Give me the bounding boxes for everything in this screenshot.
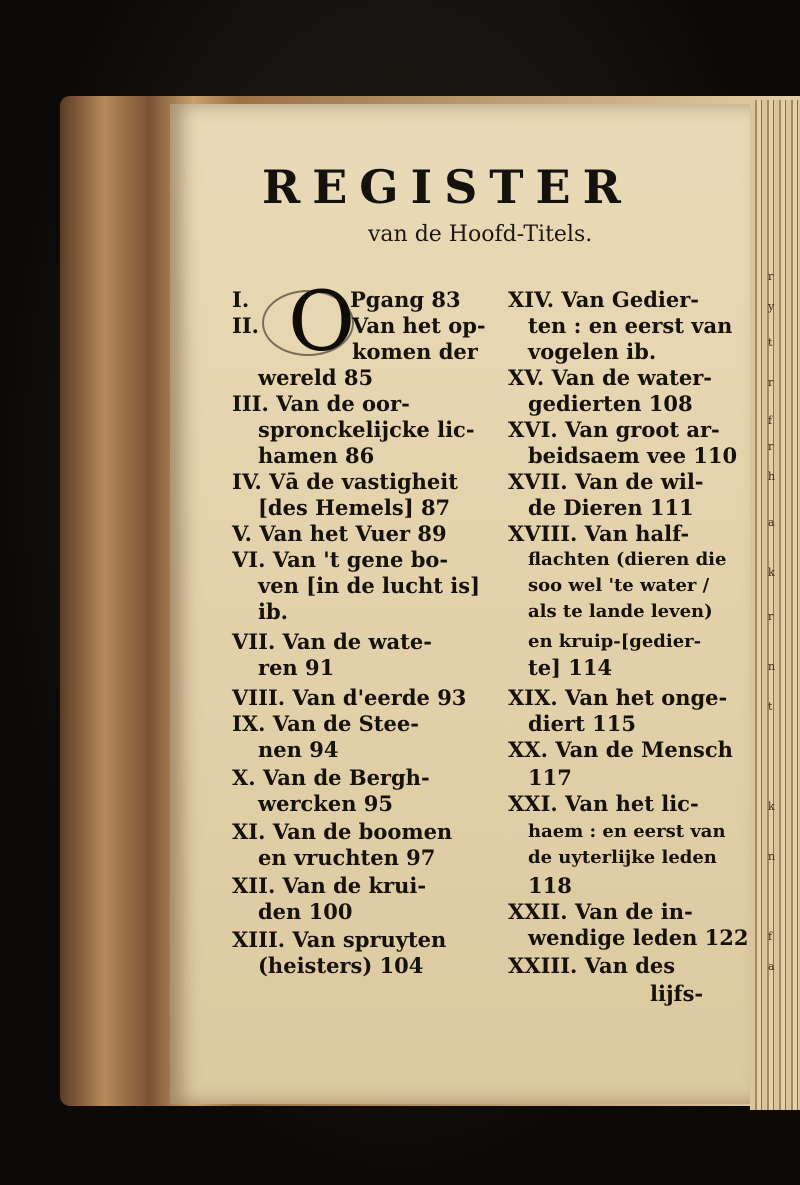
right-entry: de Dieren 111 bbox=[528, 495, 694, 520]
left-entry: en vruchten 97 bbox=[258, 845, 436, 870]
right-entry: flachten (dieren die bbox=[528, 549, 727, 570]
edge-letter: f bbox=[768, 414, 773, 427]
right-entry: XVII. Van de wil- bbox=[508, 469, 704, 494]
right-entry: als te lande leven) bbox=[528, 601, 713, 622]
right-entry: 117 bbox=[528, 765, 572, 790]
right-entry: soo wel 'te water / bbox=[528, 575, 710, 596]
left-entry: den 100 bbox=[258, 899, 353, 924]
right-entry: XVIII. Van half- bbox=[508, 521, 690, 546]
left-entry: Pgang 83 bbox=[350, 287, 461, 312]
right-entry: XXII. Van de in- bbox=[508, 899, 693, 924]
right-entry: beidsaem vee 110 bbox=[528, 443, 738, 468]
edge-letter: r bbox=[768, 610, 774, 623]
right-entry: te] 114 bbox=[528, 655, 613, 680]
left-entry: (heisters) 104 bbox=[258, 953, 424, 978]
right-entry: wendige leden 122 bbox=[528, 925, 749, 950]
edge-letter: n bbox=[768, 660, 776, 673]
edge-letter: y bbox=[768, 300, 775, 313]
ornamental-initial: O bbox=[288, 275, 356, 370]
left-entry: XIII. Van spruyten bbox=[232, 927, 447, 952]
left-entry: VII. Van de wate- bbox=[232, 629, 432, 654]
left-entry: hamen 86 bbox=[258, 443, 375, 468]
left-entry-numeral-1: I. bbox=[232, 287, 250, 312]
edge-letter: k bbox=[768, 800, 775, 813]
left-entry: Van het op- bbox=[352, 313, 486, 338]
edge-letter: r bbox=[768, 270, 774, 283]
right-entry: vogelen ib. bbox=[528, 339, 657, 364]
left-entry: III. Van de oor- bbox=[232, 391, 410, 416]
left-entry: [des Hemels] 87 bbox=[258, 495, 451, 520]
left-entry: nen 94 bbox=[258, 737, 339, 762]
left-entry: V. Van het Vuer 89 bbox=[232, 521, 447, 546]
right-entry: haem : en eerst van bbox=[528, 821, 726, 842]
edge-letter: k bbox=[768, 566, 775, 579]
right-entry-catchword: lijfs- bbox=[650, 981, 704, 1006]
right-entry: XX. Van de Mensch bbox=[508, 737, 733, 762]
left-entry-numeral-2: II. bbox=[232, 313, 259, 338]
edge-letter: t bbox=[768, 336, 773, 349]
left-entry: IX. Van de Stee- bbox=[232, 711, 419, 736]
right-entry: de uyterlijke leden bbox=[528, 847, 717, 868]
page-title: REGISTER bbox=[262, 160, 633, 214]
edge-letter: n bbox=[768, 850, 776, 863]
left-entry: komen der bbox=[352, 339, 478, 364]
edge-letter: r bbox=[768, 376, 774, 389]
left-entry: IV. Vā de vastigheit bbox=[232, 469, 458, 494]
right-entry: diert 115 bbox=[528, 711, 636, 736]
edge-letter: a bbox=[768, 960, 775, 973]
edge-letter: h bbox=[768, 470, 776, 483]
right-entry: XIV. Van Gedier- bbox=[508, 287, 700, 312]
page-subtitle: van de Hoofd-Titels. bbox=[368, 222, 593, 247]
right-entry: XXI. Van het lic- bbox=[508, 791, 699, 816]
left-entry: ven [in de lucht is] bbox=[258, 573, 481, 598]
left-entry: XII. Van de krui- bbox=[232, 873, 427, 898]
right-entry: ten : en eerst van bbox=[528, 313, 733, 338]
page-edges bbox=[750, 100, 800, 1110]
edge-letter: f bbox=[768, 930, 773, 943]
left-entry: ib. bbox=[258, 599, 288, 624]
left-entry: wereld 85 bbox=[258, 365, 374, 390]
left-entry: wercken 95 bbox=[258, 791, 394, 816]
right-entry: XIX. Van het onge- bbox=[508, 685, 728, 710]
edge-letter: a bbox=[768, 516, 775, 529]
right-entry: en kruip-[gedier- bbox=[528, 631, 702, 652]
right-entry: XXIII. Van des bbox=[508, 953, 676, 978]
left-entry: X. Van de Bergh- bbox=[232, 765, 430, 790]
edge-letter: t bbox=[768, 700, 773, 713]
left-entry: spronckelijcke lic- bbox=[258, 417, 475, 442]
right-entry: XVI. Van groot ar- bbox=[508, 417, 720, 442]
edge-letter: r bbox=[768, 440, 774, 453]
left-entry: ren 91 bbox=[258, 655, 335, 680]
left-entry: VI. Van 't gene bo- bbox=[232, 547, 449, 572]
right-entry: XV. Van de water- bbox=[508, 365, 712, 390]
left-entry: VIII. Van d'eerde 93 bbox=[232, 685, 467, 710]
right-entry: gedierten 108 bbox=[528, 391, 693, 416]
right-entry: 118 bbox=[528, 873, 572, 898]
left-entry: XI. Van de boomen bbox=[232, 819, 453, 844]
